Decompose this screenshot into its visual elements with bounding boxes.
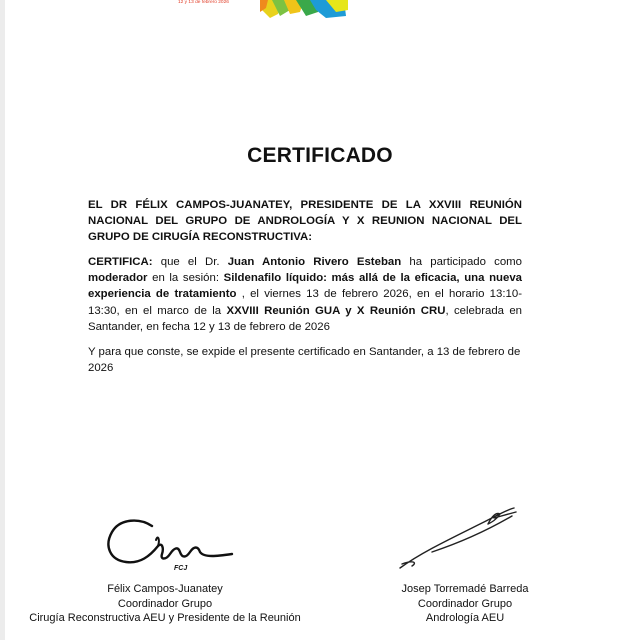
participant-role: moderador <box>88 272 148 285</box>
signature-felix-campos <box>100 512 240 572</box>
signer-role-left-1: Coordinador Grupo <box>117 597 213 610</box>
closing-paragraph: Y para que conste, se expide el presente certificado en Santander, a 13 de febrero de 2026 <box>88 346 521 375</box>
participant-name: Juan Antonio Rivero Esteban <box>227 256 402 268</box>
event-logo <box>176 0 352 18</box>
intro-paragraph: EL DR FÉLIX CAMPOS-JUANATEY, PRESIDENTE DE LA XXVIII REUNIÓN NACIONAL DEL GRUPO DE ANDROLOGÍA Y X REUNION NACIONAL DEL GRUPO DE CIRUGÍA RECONSTRUCTIVA: <box>88 199 522 244</box>
certifica-text-2: ha participado como <box>401 256 522 268</box>
signer-role-right-1: Coordinador Grupo <box>417 597 513 610</box>
signature-initials: FCJ <box>174 565 188 572</box>
signer-role-left-2: Cirugía Reconstructiva AEU y Presidente de la Reunión <box>29 612 301 624</box>
certifica-text-3: en la sesión: <box>147 272 224 285</box>
session-title: Sildenafilo líquido: más allá de la eficacia, una nueva experiencia de tratamiento <box>88 272 522 301</box>
document-title: CERTIFICADO <box>247 144 393 167</box>
signature-josep-torremade <box>392 502 522 577</box>
page-edge-shadow <box>0 0 5 640</box>
logo-date-text: 12 y 13 de febrero 2026 <box>178 0 229 5</box>
signer-name-right: Josep Torremadé Barreda <box>401 583 529 595</box>
signer-role-right-2: Andrología AEU <box>425 612 505 624</box>
certifica-text-4: , el viernes 13 de febrero 2026, en el horario 13:10-13:30, en el marco de la <box>88 288 522 317</box>
certifica-text-5: , celebrada en Santander, en fecha 12 y 13 de febrero de 2026 <box>88 304 523 333</box>
event-name: XXVIII Reunión GUA y X Reunión CRU <box>226 304 446 317</box>
certifica-label: CERTIFICA: <box>88 256 153 268</box>
signature-block-left <box>20 582 310 626</box>
signer-name-left: Félix Campos-Juanatey <box>107 583 223 595</box>
certifica-text-1: que el Dr. <box>152 256 228 268</box>
certification-paragraph <box>88 254 522 335</box>
signature-block-right <box>392 582 538 626</box>
